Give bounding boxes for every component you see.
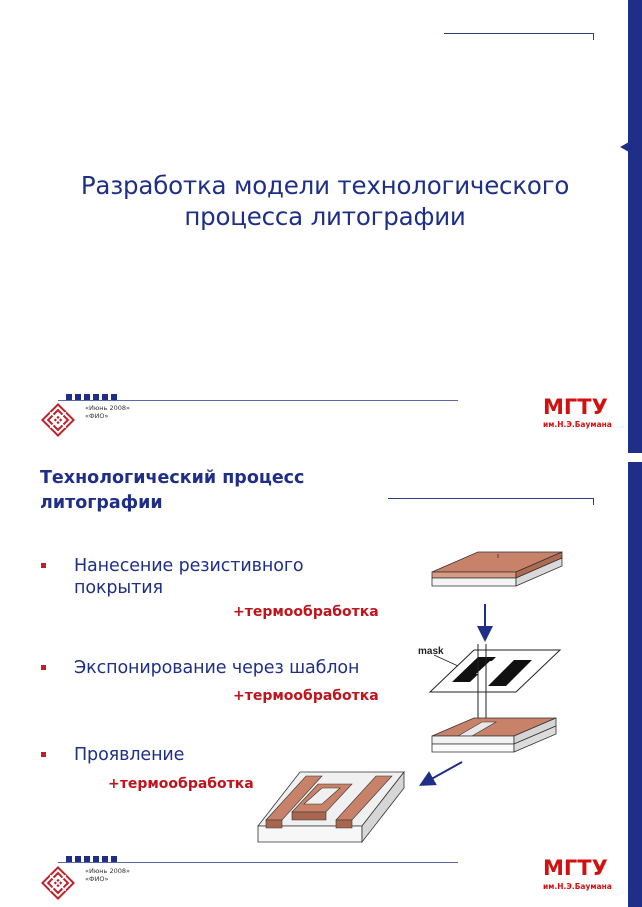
lithography-diagram [0, 454, 642, 907]
org-name: МГТУ [543, 395, 608, 419]
footer-line [58, 400, 458, 401]
org-name: МГТУ [543, 856, 608, 880]
footer-info [85, 404, 130, 420]
university-logo-icon [40, 865, 76, 901]
mask-label: mask [418, 646, 444, 657]
top-decor-line [444, 33, 594, 34]
top-decor-tick [593, 33, 594, 40]
stage-developed [258, 772, 404, 842]
footer-line [58, 862, 458, 863]
bullet-text-exposure: Экспонирование через шаблон [74, 658, 360, 678]
university-logo-icon [40, 402, 76, 438]
slide-title-line2: литографии [40, 493, 163, 513]
footer-author: «ФИО» [85, 412, 109, 420]
stage-coated-wafer [432, 552, 562, 586]
arrow-diagonal [426, 762, 462, 782]
process-slide [0, 454, 642, 907]
slide-title-line2: процесса литографии [184, 202, 466, 231]
bullet-text-development: Проявление [74, 745, 185, 765]
bullet-line: Нанесение резистивного [74, 556, 304, 576]
footer-info [85, 867, 130, 883]
heat-note: +термообработка [233, 604, 379, 620]
heat-note: +термообработка [108, 776, 254, 792]
footer-author: «ФИО» [85, 875, 109, 883]
slide-title-line1: Разработка модели технологического [80, 171, 570, 200]
title-slide [0, 0, 642, 453]
right-decor-bar [628, 0, 642, 453]
slide-title-line1: Технологический процесс [40, 468, 305, 488]
bullet-line: покрытия [74, 578, 163, 598]
org-subtitle: им.Н.Э.Баумана [543, 882, 612, 891]
org-subtitle: им.Н.Э.Баумана [543, 420, 612, 429]
footer-date: «Июнь 2008» [85, 867, 130, 875]
stage-exposure [418, 644, 560, 752]
bar-notch [620, 142, 629, 152]
heat-note: +термообработка [233, 688, 379, 704]
footer-date: «Июнь 2008» [85, 404, 130, 412]
slide-title [60, 170, 590, 232]
